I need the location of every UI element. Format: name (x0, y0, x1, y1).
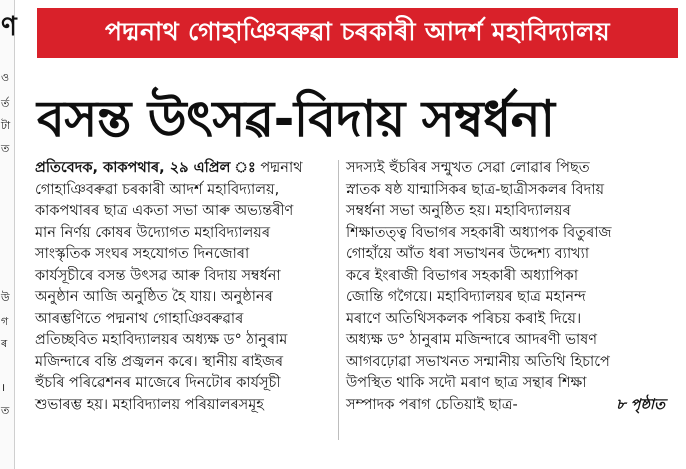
article-line: স্নাতক ষষ্ঠ যান্মাসিকৰ ছাত্ৰ-ছাত্ৰীসকলৰ বিদায় (346, 181, 605, 198)
strip-glyph: ত (1, 404, 10, 417)
strip-glyph: গ (1, 315, 9, 328)
article-line: শিক্ষাতত্ত্ব বিভাগৰ সহকাৰী অধ্যাপক বিতুৰাজ (346, 224, 612, 241)
article-line: জোন্তি গগৈয়ে। মহাবিদ্যালয়ৰ ছাত্ৰ মহানন্দ (346, 289, 586, 305)
strip-glyph: উ (1, 291, 10, 304)
strip-glyph: ত (1, 142, 10, 155)
article-line: কাৰ্যসূচীৰে বসন্ত উৎসৱ আৰু বিদায় সম্বৰ্ধনা (35, 267, 281, 284)
article-line: মজিন্দাৰে বন্তি প্ৰজ্বলন কৰে। স্থানীয় ৰাইজৰ (35, 353, 284, 370)
article-line: মান নিৰ্ণয় কোষৰ উদ্যোগত মহাবিদ্যালয়ৰ (35, 224, 271, 241)
article-line: গোহাঁয়ে আঁত ধৰা সভাখনৰ উদ্দেশ্য ব্যাখ্যা (346, 246, 590, 262)
adjacent-article-strip (0, 0, 15, 469)
article-line (346, 395, 673, 417)
article-headline: বসন্ত উৎসৱ-বিদায় সম্বৰ্ধনা (37, 90, 555, 148)
continued-on-page-label: ৮ পৃষ্ঠাত (616, 396, 665, 413)
article-line: কৰে ইংৰাজী বিভাগৰ সহকাৰী অধ্যাপিকা (346, 267, 579, 284)
article-line: সদস্যই হুঁচৰিৰ সন্মুখত সেৱা লোৱাৰ পিছত (346, 160, 590, 176)
article-line: হুঁচৰি পৰিৱেশনৰ মাজেৰে দিনটোৰ কাৰ্যসূচী (35, 375, 281, 391)
article-line: মৰাণে অতিথিসকলক পৰিচয় কৰাই দিয়ে। (346, 310, 582, 327)
article-right-column (346, 158, 673, 416)
article-line: সাংস্কৃতিক সংঘৰ সহযোগত দিনজোৰা (35, 246, 250, 262)
strip-glyph: র্ত (1, 97, 10, 110)
article-line: প্ৰতিচ্ছবিত মহাবিদ্যালয়ৰ অধ্যক্ষ ড° ঠানুৰাম (35, 332, 288, 348)
article-line-text: সম্পাদক পৰাগ চেতিয়াই ছাত্ৰ- (346, 396, 518, 413)
article-line: শুভাৰম্ভ হয়। মহাবিদ্যালয় পৰিয়ালৰসমূহ (35, 396, 264, 413)
article-line: কাকপথাৰৰ ছাত্ৰ একতা সভা আৰু অভ্যন্তৰীণ (35, 203, 294, 219)
article-line: সম্বৰ্ধনা সভা অনুষ্ঠিত হয়। মহাবিদ্যালয়ৰ (346, 203, 571, 219)
college-name-banner (37, 8, 678, 58)
article-line: অনুষ্ঠান আজি অনুষ্ঠিত হৈ যায়। অনুষ্ঠানৰ (35, 289, 273, 305)
article-line-text: পদ্মনাথ (255, 160, 303, 176)
strip-glyph: । (1, 381, 6, 394)
strip-glyph: ৰ (1, 337, 8, 350)
article-line: আগবঢ়োৱা সভাখনত সন্মানীয় অতিথি হিচাপে (346, 353, 610, 370)
banner-text: পদ্মনাথ গোহাঞিবৰুৱা চৰকাৰী আদৰ্শ মহাবিদ্যালয় (105, 16, 610, 46)
column-divider (338, 160, 339, 440)
strip-glyph: ণ (1, 12, 17, 42)
article-line: গোহাঞিবৰুৱা চৰকাৰী আদৰ্শ মহাবিদ্যালয়, (35, 181, 280, 198)
strip-glyph: টা (1, 119, 11, 132)
strip-glyph: ও (1, 71, 10, 84)
article-line: আৰম্ভণিতে পদ্মনাথ গোহাঞিবৰুৱাৰ (35, 310, 244, 327)
article-line: উপস্থিত থাকি সদৌ মৰাণ ছাত্ৰ সন্থাৰ শিক্ষা (346, 375, 587, 391)
article-left-column (35, 158, 332, 416)
article-line: অধ্যক্ষ ড° ঠানুৰাম মজিন্দাৰে আদৰণী ভাষণ (346, 332, 598, 348)
article-line (35, 158, 332, 180)
dateline: প্ৰতিবেদক, কাকপথাৰ, ২৯ এপ্ৰিল ঃ (35, 160, 256, 176)
